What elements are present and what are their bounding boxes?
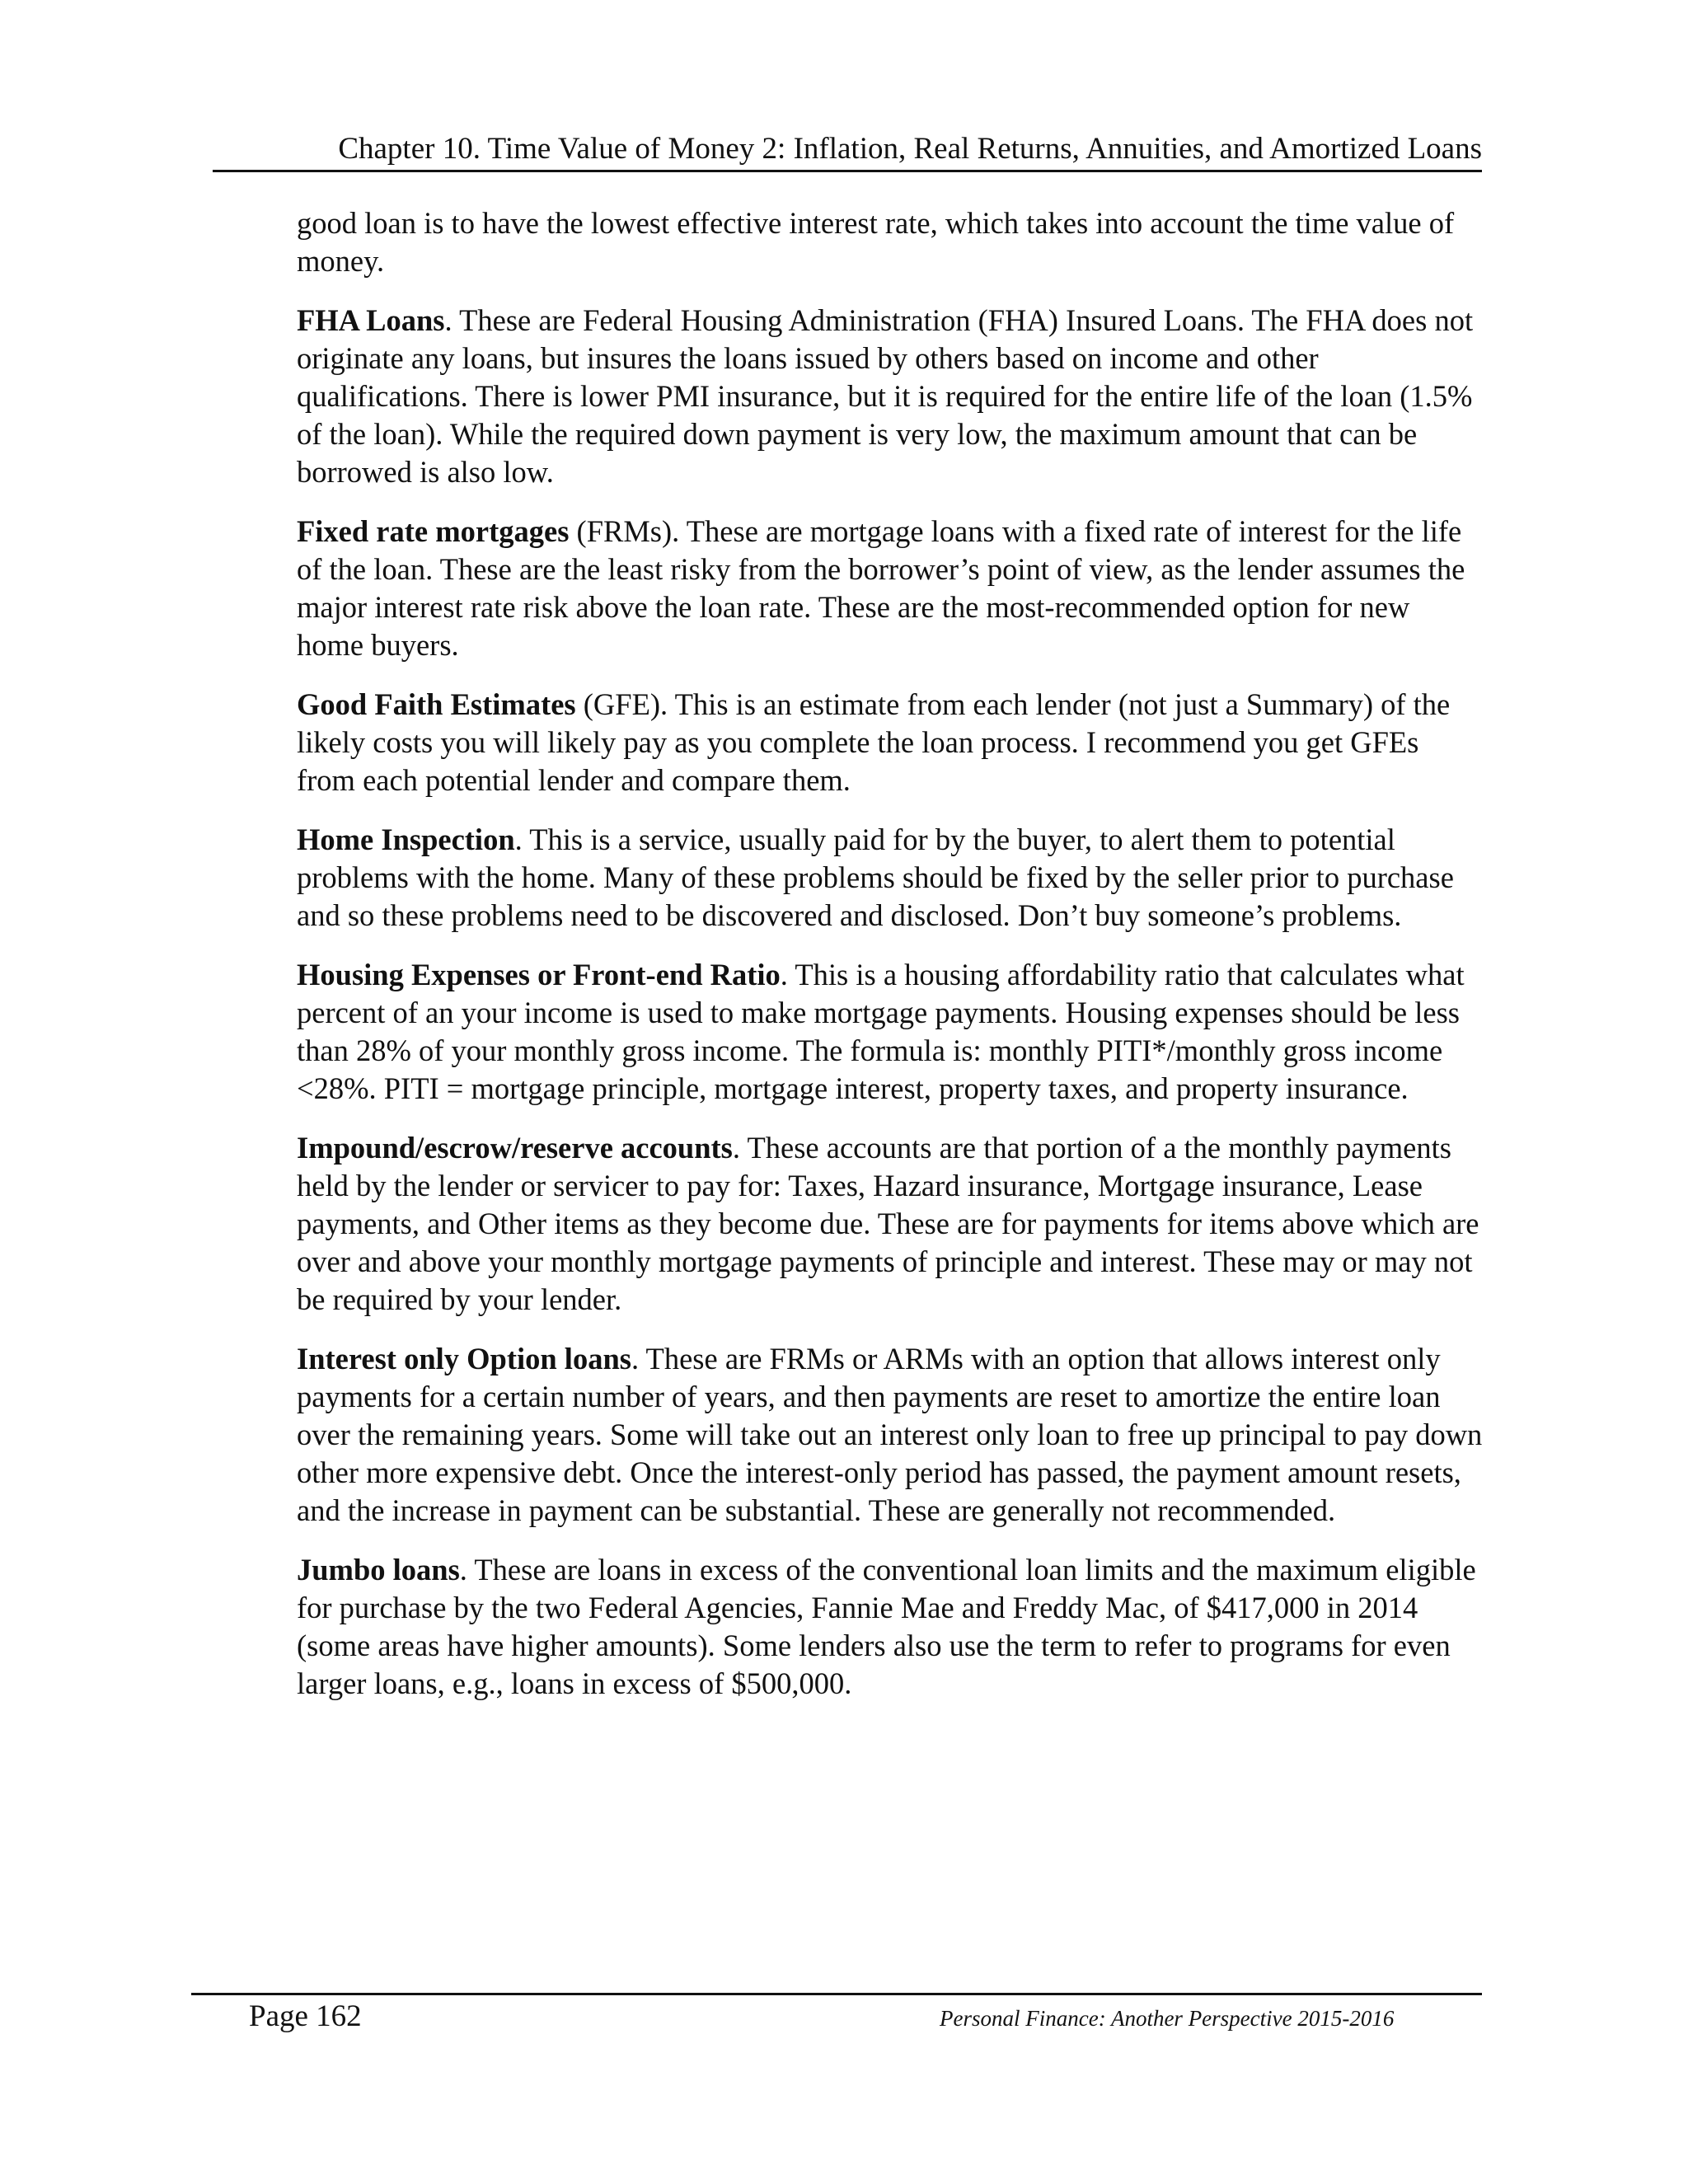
glossary-term: Good Faith Estimates bbox=[297, 687, 576, 721]
glossary-term: Housing Expenses or Front-end Ratio bbox=[297, 958, 781, 991]
glossary-term: Home Inspection bbox=[297, 823, 515, 856]
paragraph-text: good loan is to have the lowest effective interest rate, which takes into account the time value of money. bbox=[297, 206, 1455, 278]
footer-divider bbox=[191, 1993, 1482, 1995]
glossary-entry-housing-expenses bbox=[297, 956, 1484, 1108]
glossary-definition: . These are Federal Housing Administration (FHA) Insured Loans. The FHA does not originate any loans, but insures the loans issued by others based on income and other qualifications. There is lower PMI insurance, but it is required for the entire life of the loan (1.5% of the loan). While the required down payment is very low, the maximum amount that can be borrowed is also low. bbox=[297, 303, 1474, 489]
glossary-term: FHA Loans bbox=[297, 303, 445, 337]
glossary-entry-impound-accounts bbox=[297, 1129, 1484, 1319]
page-body bbox=[297, 204, 1484, 1724]
header-divider bbox=[213, 170, 1482, 172]
glossary-entry-good-faith-estimates bbox=[297, 686, 1484, 799]
glossary-term: Interest only Option loans bbox=[297, 1342, 631, 1376]
paragraph-loan-intro-continued bbox=[297, 204, 1484, 280]
book-title: Personal Finance: Another Perspective 2015-2016 bbox=[940, 2006, 1395, 2031]
glossary-definition: (GFE). This is an estimate from each lender (not just a Summary) of the likely costs you will likely pay as you complete the loan process. I recommend you get GFEs from each potential lender and compare them. bbox=[297, 687, 1451, 797]
glossary-entry-jumbo-loans bbox=[297, 1551, 1484, 1703]
glossary-definition: (FRMs). These are mortgage loans with a fixed rate of interest for the life of the loan. These are the least risky from the borrower’s point of view, as the lender assumes the major interest rate risk above the loan rate. These are the most-recommended option for new home buyers. bbox=[297, 514, 1465, 662]
glossary-definition: . These are FRMs or ARMs with an option that allows interest only payments for a certain number of years, and then payments are reset to amortize the entire loan over the remaining years. Some will take out an interest only loan to free up principal to pay down other more expensive debt. Once the interest-only period has passed, the payment amount resets, and the increase in payment can be substantial. These are generally not recommended. bbox=[297, 1342, 1483, 1527]
running-header: Chapter 10. Time Value of Money 2: Inflation, Real Returns, Annuities, and Amortized Loans bbox=[338, 132, 1482, 166]
glossary-definition: . These accounts are that portion of a the monthly payments held by the lender or servicer to pay for: Taxes, Hazard insurance, Mortgage insurance, Lease payments, and Other items as they become due. These are for payments for items above which are over and above your monthly mortgage payments of principle and interest. These may or may not be required by your lender. bbox=[297, 1131, 1479, 1316]
page-number: Page 162 bbox=[249, 1999, 362, 2033]
glossary-entry-fixed-rate-mortgages bbox=[297, 513, 1484, 664]
glossary-entry-interest-only-loans bbox=[297, 1340, 1484, 1530]
glossary-entry-home-inspection bbox=[297, 821, 1484, 935]
glossary-term: Fixed rate mortgages bbox=[297, 514, 570, 548]
glossary-definition: . This is a service, usually paid for by the buyer, to alert them to potential problems with the home. Many of these problems should be fixed by the seller prior to purchase and so these problems need to be discovered and disclosed. Don’t buy someone’s problems. bbox=[297, 823, 1454, 932]
glossary-term: Impound/escrow/reserve accounts bbox=[297, 1131, 733, 1165]
glossary-term: Jumbo loans bbox=[297, 1553, 460, 1586]
glossary-definition: . These are loans in excess of the conventional loan limits and the maximum eligible for purchase by the two Federal Agencies, Fannie Mae and Freddy Mac, of $417,000 in 2014 (some areas have higher amounts). Some lenders also use the term to refer to programs for even larger loans, e.g., loans in excess of $500,000. bbox=[297, 1553, 1476, 1700]
glossary-definition: . This is a housing affordability ratio that calculates what percent of an your income is used to make mortgage payments. Housing expenses should be less than 28% of your monthly gross income. The formula is: monthly PITI*/monthly gross income <28%. PITI = mortgage principle, mortgage interest, property taxes, and property insurance. bbox=[297, 958, 1465, 1105]
glossary-entry-fha-loans bbox=[297, 302, 1484, 491]
